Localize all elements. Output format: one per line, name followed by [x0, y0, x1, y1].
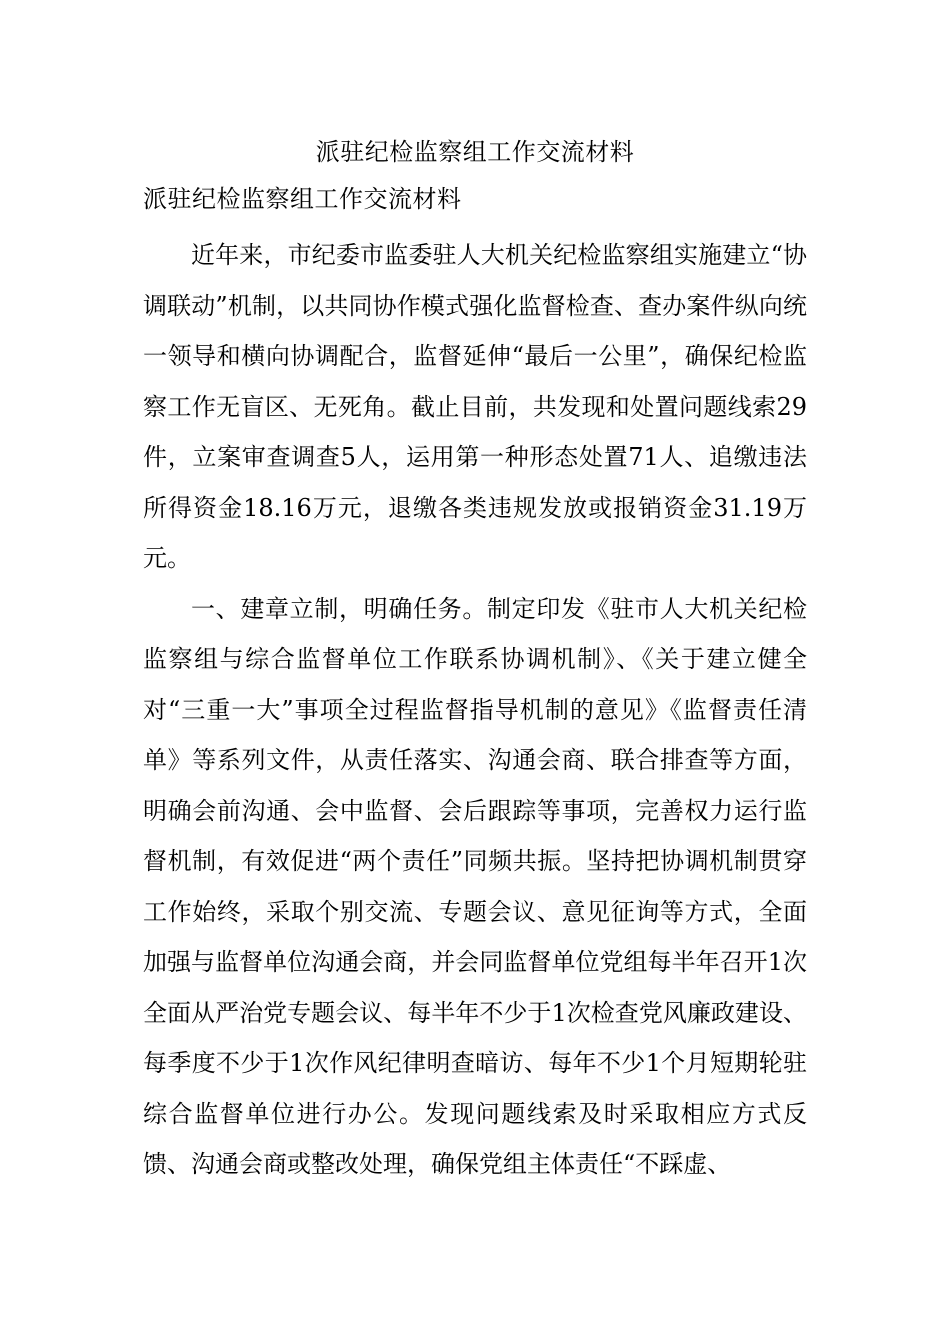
document-subtitle: 派驻纪检监察组工作交流材料: [143, 185, 462, 213]
paragraph-intro: 近年来，市纪委市监委驻人大机关纪检监察组实施建立“协调联动”机制，以共同协作模式强化监督检查、查办案件纵向统一领导和横向协调配合，监督延伸“最后一公里”，确保纪检监察工作无盲区、无死角。截止目前，共发现和处置问题线索29件，立案审查调查5人，运用第一种形态处置71人、追缴违法所得资金18.16万元，退缴各类违规发放或报销资金31.19万元。: [143, 241, 807, 572]
paragraph-section-one: 一、建章立制，明确任务。制定印发《驻市人大机关纪检监察组与综合监督单位工作联系协调机制》、《关于建立健全对“三重一大”事项全过程监督指导机制的意见》《监督责任清单》等系列文件，从责任落实、沟通会商、联合排查等方面，明确会前沟通、会中监督、会后跟踪等事项，完善权力运行监督机制，有效促进“两个责任”同频共振。坚持把协调机制贯穿工作始终，采取个别交流、专题会议、意见征询等方式，全面加强与监督单位沟通会商，并会同监督单位党组每半年召开1次全面从严治党专题会议、每半年不少于1次检查党风廉政建设、每季度不少于1次作风纪律明查暗访、每年不少1个月短期轮驻综合监督单位进行办公。发现问题线索及时采取相应方式反馈、沟通会商或整改处理，确保党组主体责任“不踩虚、: [143, 594, 807, 1178]
document-body: [143, 230, 807, 1190]
document-title: 派驻纪检监察组工作交流材料: [315, 138, 635, 166]
